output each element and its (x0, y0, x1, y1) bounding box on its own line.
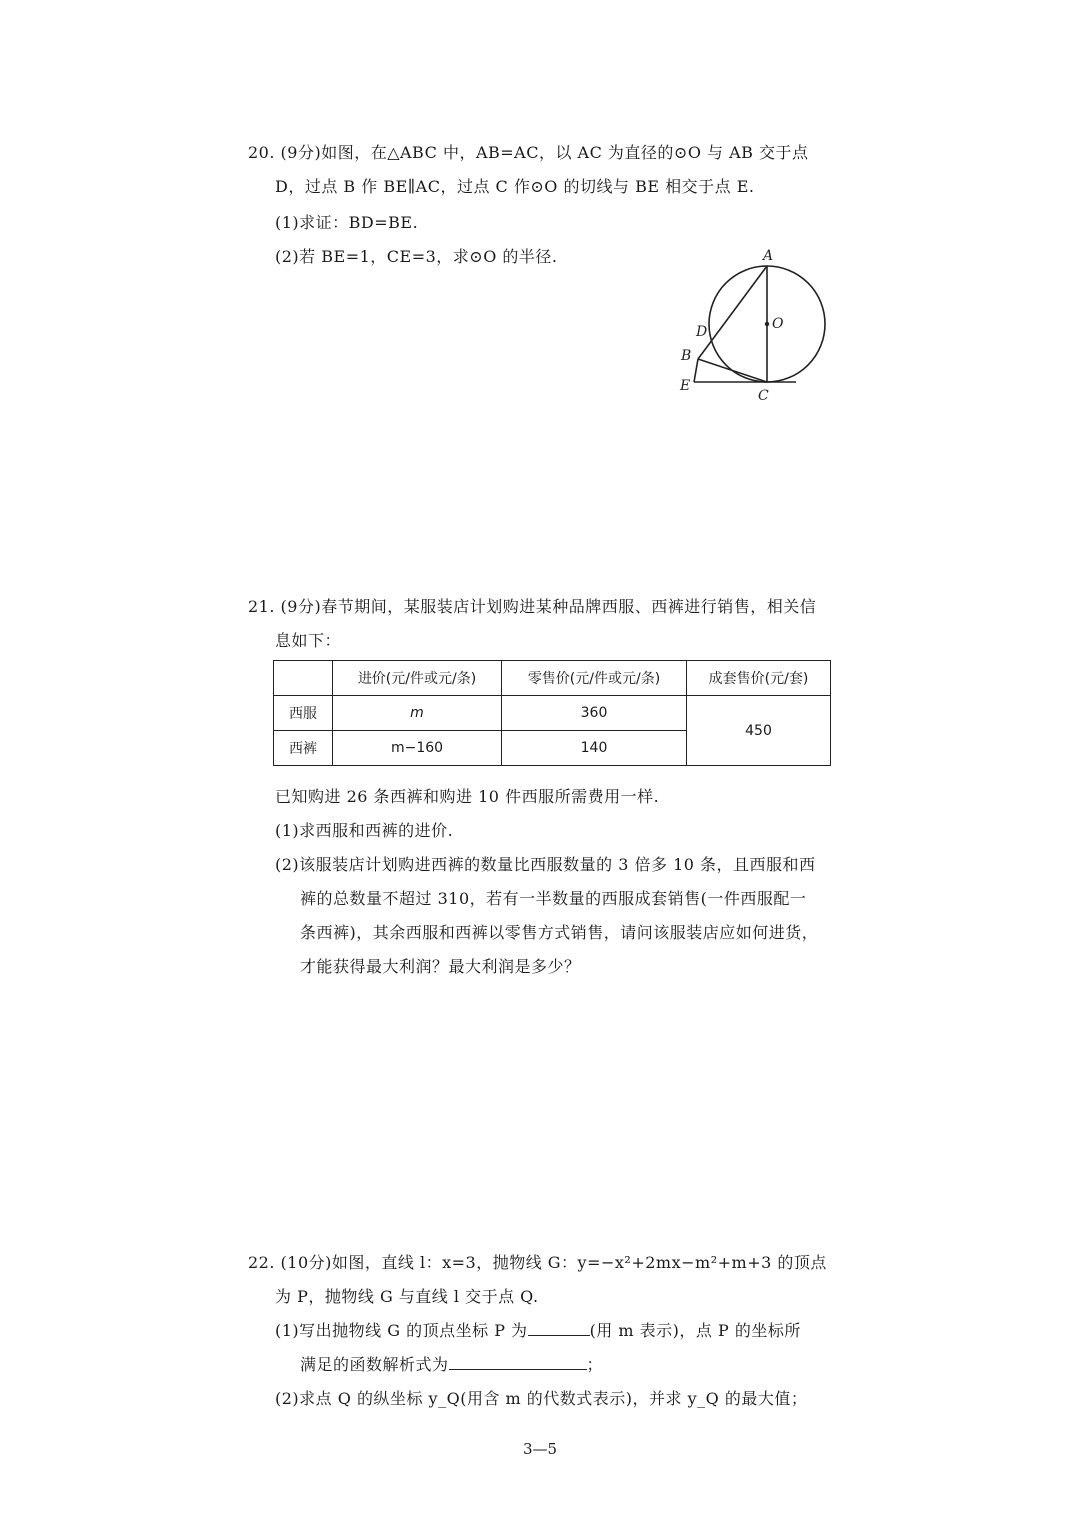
segment-bc (698, 359, 767, 382)
q21-part2-l4: 才能获得最大利润？最大利润是多少？ (300, 957, 581, 976)
set-price: 450 (687, 696, 831, 766)
q21-part1: (1)求西服和西裤的进价. (275, 821, 454, 840)
row-retail: 140 (502, 731, 687, 766)
answer-blank-function[interactable] (449, 1353, 587, 1370)
q22-part1-d: ； (586, 1355, 604, 1374)
table-header-cell: 零售价(元/件或元/条) (502, 661, 687, 696)
segment-be (694, 359, 698, 382)
row-retail: 360 (502, 696, 687, 731)
q22-part1-line1 (275, 1318, 801, 1341)
q22-part1-b: (用 m 表示)，点 P 的坐标所 (589, 1321, 801, 1340)
label-d: D (696, 324, 708, 340)
row-name: 西裤 (274, 731, 333, 766)
table-header-row (274, 661, 831, 696)
table-row (274, 696, 831, 731)
label-b: B (681, 348, 692, 364)
q21-part2-l1: (2)该服装店计划购进西裤的数量比西服数量的 3 倍多 10 条，且西服和西 (275, 855, 816, 874)
q20-line1: 20. (9分)如图，在△ABC 中，AB=AC，以 AC 为直径的⊙O 与 AB 交于点 (248, 143, 809, 162)
segment-ab (698, 266, 767, 359)
table-header-cell: 进价(元/件或元/条) (333, 661, 502, 696)
q20-geometry-figure (668, 240, 838, 410)
q22-part1-a: (1)写出抛物线 G 的顶点坐标 P 为 (275, 1321, 528, 1340)
page-number: 3—5 (522, 1440, 558, 1458)
row-name: 西服 (274, 696, 333, 731)
q20-part2: (2)若 BE=1，CE=3，求⊙O 的半径. (275, 247, 558, 266)
q22-part1-line2 (300, 1352, 603, 1375)
q20-line2: D，过点 B 作 BE∥AC，过点 C 作⊙O 的切线与 BE 相交于点 E. (275, 177, 755, 196)
table-header-cell (274, 661, 333, 696)
q21-line2: 息如下： (275, 631, 342, 650)
price-table (273, 660, 831, 766)
q21-after: 已知购进 26 条西裤和购进 10 件西服所需费用一样. (275, 787, 660, 806)
answer-blank-vertex[interactable] (528, 1319, 590, 1336)
label-c: C (758, 388, 769, 404)
q21-part2-l2: 裤的总数量不超过 310，若有一半数量的西服成套销售(一件西服配一 (300, 889, 807, 908)
label-o: O (772, 316, 784, 332)
table-header-cell: 成套售价(元/套) (687, 661, 831, 696)
q22-part1-c: 满足的函数解析式为 (300, 1355, 449, 1374)
q22-part2: (2)求点 Q 的纵坐标 y_Q(用含 m 的代数式表示)，并求 y_Q 的最大值； (275, 1389, 808, 1408)
q20-part1: (1)求证：BD=BE. (275, 213, 419, 232)
q22-line1: 22. (10分)如图，直线 l：x=3，抛物线 G：y=−x²+2mx−m²+m+3 的顶点 (248, 1253, 827, 1272)
label-a: A (763, 248, 774, 264)
center-dot (765, 322, 769, 326)
row-cost: m−160 (333, 731, 502, 766)
row-cost: m (333, 696, 502, 731)
label-e: E (680, 378, 691, 394)
q22-line2: 为 P，抛物线 G 与直线 l 交于点 Q. (275, 1287, 539, 1306)
q21-line1: 21. (9分)春节期间，某服装店计划购进某种品牌西服、西裤进行销售，相关信 (248, 597, 817, 616)
q21-part2-l3: 条西裤)，其余西服和西裤以零售方式销售，请问该服装店应如何进货， (300, 923, 819, 942)
